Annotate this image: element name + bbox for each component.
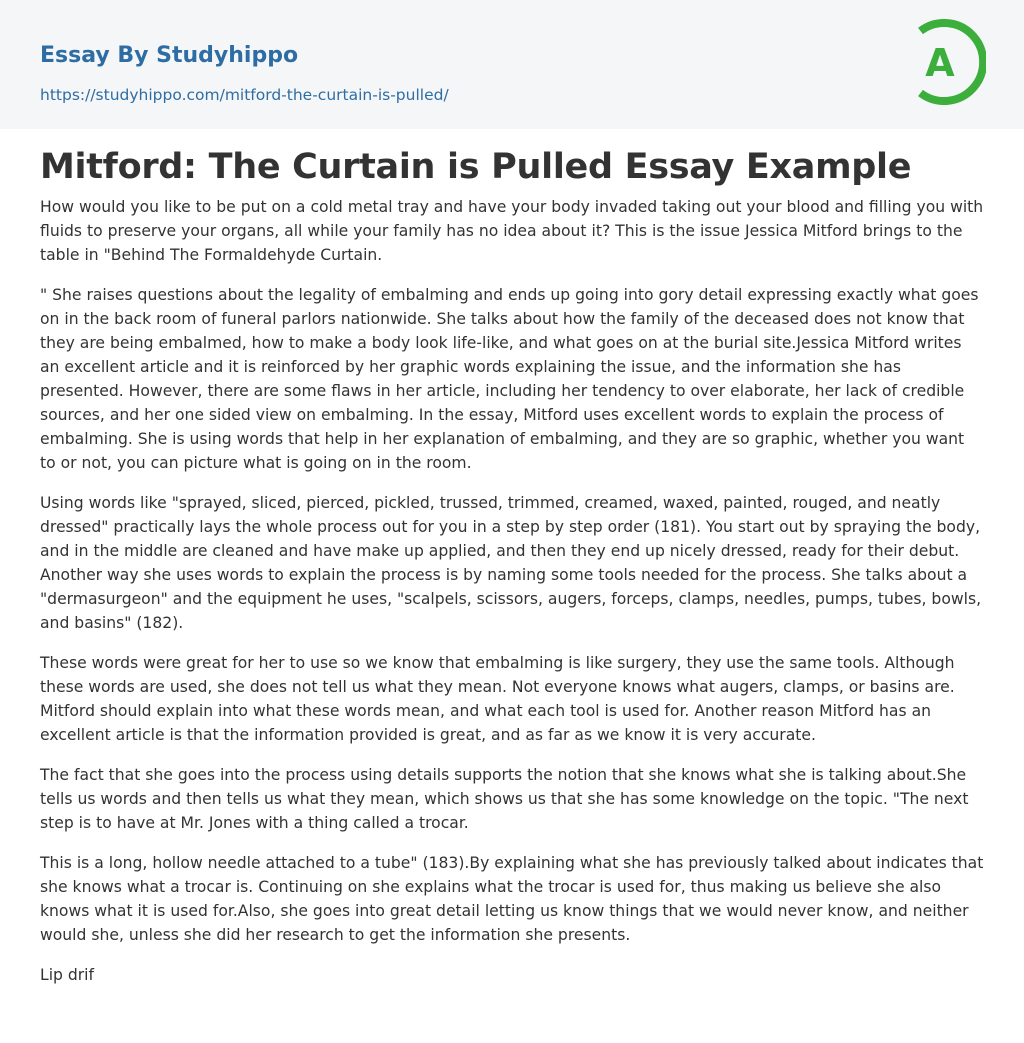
site-brand[interactable]: Essay By Studyhippo — [40, 43, 299, 68]
article-paragraph: This is a long, hollow needle attached to a tube" (183).By explaining what she has previously talked about indicates that she knows what a trocar is. Continuing on she explains what the trocar is used for, thus making us believe she also knows what it is used for.Also, she goes into great detail letting us know things that we would never know, and neither would she, unless she did her research to get the information she presents. — [40, 854, 984, 944]
page-title: Mitford: The Curtain is Pulled Essay Example — [40, 147, 912, 187]
article-paragraph: " She raises questions about the legality of embalming and ends up going into gory detail expressing exactly what goes on in the back room of funeral parlors nationwide. She talks about how the family of the deceased does not know that they are being embalmed, how to make a body look life-like, and what goes on at the burial site.Jessica Mitford writes an excellent article and it is reinforced by her graphic words explaining the issue, and the information she has presented. However, there are some flaws in her article, including her tendency to over elaborate, her lack of credible sources, and her one sided view on embalming. In the essay, Mitford uses excellent words to explain the process of embalming. She is using words that help in her explanation of embalming, and they are so graphic, whether you want to or not, you can picture what is going on in the room. — [40, 286, 979, 472]
article-paragraph: Using words like "sprayed, sliced, pierced, pickled, trussed, trimmed, creamed, waxed, painted, rouged, and neatly dressed" practically lays the whole process out for you in a step by step order (181). You start out by spraying the body, and in the middle are cleaned and have make up applied, and then they end up nicely dressed, ready for their debut. Another way she uses words to explain the process is by naming some tools needed for the process. She talks about a "dermasurgeon" and the equipment he uses, "scalpels, scissors, augers, forceps, clamps, needles, pumps, tubes, bowls, and basins" (182). — [40, 494, 982, 632]
article-paragraph-truncated: Lip drif — [40, 966, 95, 984]
site-header — [0, 0, 1024, 129]
source-url-link[interactable]: https://studyhippo.com/mitford-the-curtain-is-pulled/ — [40, 86, 449, 104]
article-paragraph: The fact that she goes into the process using details supports the notion that she knows what she is talking about.She tells us words and then tells us what they mean, which shows us that she has some knowledge on the topic. "The next step is to have at Mr. Jones with a thing called a trocar. — [40, 766, 969, 832]
article-paragraph: These words were great for her to use so we know that embalming is like surgery, they use the same tools. Although these words are used, she does not tell us what they mean. Not everyone knows what augers, clamps, or basins are. Mitford should explain into what these words mean, and what each tool is used for. Another reason Mitford has an excellent article is that the information provided is great, and as far as we know it is very accurate. — [40, 654, 955, 744]
article-paragraph: How would you like to be put on a cold metal tray and have your body invaded taking out your blood and filling you with fluids to preserve your organs, all while your family has no idea about it? This is the issue Jessica Mitford brings to the table in "Behind The Formaldehyde Curtain. — [40, 198, 984, 264]
article — [0, 147, 1024, 987]
logo-letter: A — [925, 41, 955, 85]
studyhippo-a-logo-icon[interactable] — [912, 19, 986, 105]
